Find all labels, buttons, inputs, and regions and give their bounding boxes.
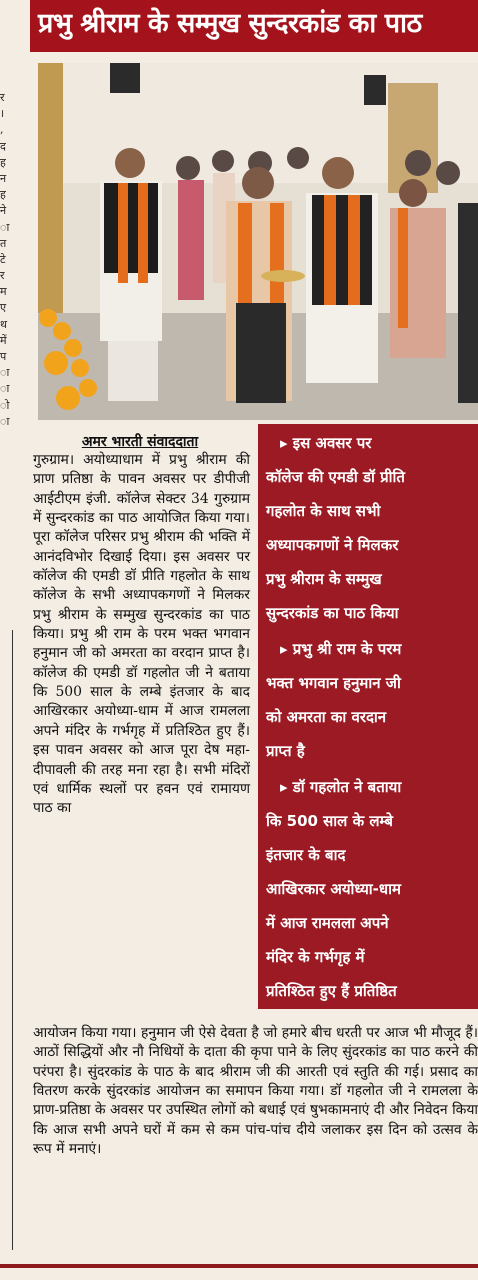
article-paragraph-wide: आयोजन किया गया। हनुमान जी ऐसे देवता है जो हमारे बीच धरती पर आज भी मौजूद हैं। आठों सिद्धियों और नौ निधियों के दाता की कृपा पाने के लिए सुंदरकांड का पाठ करने की परंपरा है। सुंदरकांड के पाठ के बाद श्रीराम जी की आरती एवं स्तुति की गई। प्रसाद का वितरण करके सुंदरकांड आयोजन का समापन किया गया। डॉ गहलोत जी ने रामलला के प्राण-प्रतिष्ठा के अवसर पर उपस्थित लोगों को बधाई एवं षुभकामनाएं दी और निवेदन किया कि आज सभी अपने घरों में कम से कम पांच-पांच दीये जलाकर इस दिन को उत्सव के रूप में मनाएं। bbox=[33, 1025, 478, 1158]
article-paragraph: गुरुग्राम। अयोध्याधाम में प्रभु श्रीराम की प्राण प्रतिष्ठा के पावन अवसर पर डीपीजी आईटीएम इंजी. कॉलेज सेक्टर 34 गुरुग्राम में सुन्दरकांड का पाठ आयोजित किया गया। पूरा कॉलेज परिसर प्रभु श्रीराम की भक्ति में आनंदविभोर दिखाई दिया। इस अवसर पर कॉलेज की एमडी डॉ प्रीति गहलोत के साथ कॉलेज के सभी अध्यापकगणों ने मिलकर प्रभु श्रीराम के सम्मुख सुन्दरकांड का पाठ किया। प्रभु श्री राम के परम भक्त भगवान हनुमान जी को अमरता का वरदान प्राप्त है। कॉलेज की एमडी डॉ गहलोत जी ने बताया कि 500 साल के लम्बे इंतजार के बाद आखिरकार अयोध्या-धाम में आज रामलला अपने मंदिर के गर्भगृह में प्रतिश्ठित हुए हैं। इस पावन अवसर को आज पूरा देष महा-दीपावली की तरह मना रहा है। सभी मंदिरों एवं धार्मिक स्थलों पर हवन एवं रामायण पाठ का bbox=[33, 452, 250, 817]
highlight-item bbox=[258, 768, 478, 1008]
highlight-line: कॉलेज की एमडी डॉ प्रीति bbox=[266, 468, 405, 486]
fragment-char: । bbox=[0, 107, 5, 121]
highlight-line: को अमरता का वरदान bbox=[266, 708, 387, 726]
highlight-bullet-line: ▸ इस अवसर पर bbox=[280, 434, 372, 452]
photo-illustration bbox=[38, 63, 478, 420]
fragment-char: ह bbox=[0, 188, 6, 202]
highlight-item bbox=[258, 630, 478, 768]
highlight-item bbox=[258, 424, 478, 630]
highlight-line: में आज रामलला अपने bbox=[266, 914, 389, 932]
byline: अमर भारती संवाददाता bbox=[81, 434, 199, 450]
fragment-char: थ bbox=[0, 317, 8, 331]
fragment-char: ा bbox=[0, 382, 10, 396]
fragment-char: द bbox=[0, 139, 6, 153]
fragment-char: ह bbox=[0, 155, 6, 169]
bottom-rule bbox=[0, 1264, 478, 1268]
fragment-char: में bbox=[0, 333, 7, 347]
fragment-char: म bbox=[0, 285, 7, 299]
highlight-line: मंदिर के गर्भगृह में bbox=[266, 948, 365, 966]
headline-banner bbox=[30, 0, 478, 52]
fragment-char: ने bbox=[0, 204, 7, 218]
fragment-char: त bbox=[0, 236, 7, 250]
fragment-char: , bbox=[0, 123, 4, 137]
article-body-continuation bbox=[33, 1024, 478, 1159]
highlight-line: अध्यापकगणों ने मिलकर bbox=[266, 536, 399, 554]
highlight-line: इंतजार के बाद bbox=[266, 846, 346, 864]
highlight-bullet-line: ▸ डॉ गहलोत ने बताया bbox=[280, 778, 402, 796]
fragment-char: ा bbox=[0, 414, 10, 428]
fragment-char: न bbox=[0, 171, 7, 185]
highlight-line: आखिरकार अयोध्या-धाम bbox=[266, 880, 401, 898]
fragment-char: ो bbox=[0, 398, 10, 412]
fragment-char: ए bbox=[0, 301, 7, 315]
highlight-line: कि 500 साल के लम्बे bbox=[266, 812, 393, 830]
fragment-char: र bbox=[0, 269, 5, 283]
adjacent-column-fragment bbox=[0, 90, 14, 590]
highlight-line: गहलोत के साथ सभी bbox=[266, 502, 381, 520]
highlight-line: सुन्दरकांड का पाठ किया bbox=[266, 604, 399, 622]
highlight-line: प्राप्त है bbox=[266, 742, 305, 760]
article-body-column bbox=[33, 451, 250, 819]
fragment-char: ा bbox=[0, 220, 10, 234]
headline-text: प्रभु श्रीराम के सम्मुख सुन्दरकांड का पाठ bbox=[38, 8, 422, 39]
highlight-line: प्रभु श्रीराम के सम्मुख bbox=[266, 570, 382, 588]
highlight-line: भक्त भगवान हनुमान जी bbox=[266, 674, 401, 692]
highlights-box bbox=[258, 424, 478, 1009]
fragment-char: र bbox=[0, 91, 5, 104]
highlight-bullet-line: ▸ प्रभु श्री राम के परम bbox=[280, 640, 402, 658]
fragment-char: प bbox=[0, 350, 7, 363]
event-photo bbox=[38, 63, 478, 420]
fragment-char: ा bbox=[0, 366, 10, 380]
fragment-char: टे bbox=[0, 252, 6, 266]
adjacent-column-border bbox=[0, 630, 13, 1250]
highlight-line: प्रतिश्ठित हुए हैं प्रतिष्ठित bbox=[266, 982, 397, 1000]
